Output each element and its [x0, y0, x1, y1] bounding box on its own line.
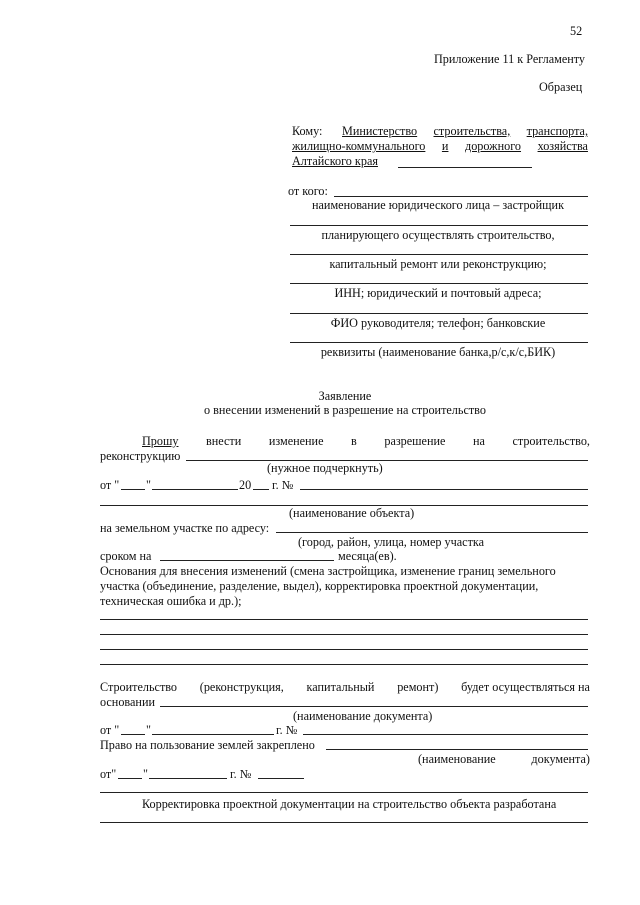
address-field[interactable] [276, 532, 588, 533]
land-extra-field[interactable] [100, 792, 588, 793]
to-line-2 [292, 139, 588, 154]
plot-label: на земельном участке по адресу: [100, 521, 270, 535]
to-line-3: Алтайского края [292, 154, 378, 168]
to-word: дорожного [465, 139, 522, 153]
from-line-4 [290, 283, 588, 284]
request-word: изменение [268, 434, 324, 448]
from-caption-4: ИНН; юридический и почтовый адреса; [334, 286, 542, 300]
date-from-label: от " [100, 478, 120, 492]
construction-day-field[interactable] [121, 734, 145, 735]
land-quote-close: " [143, 767, 148, 781]
request-word: разрешение [384, 434, 446, 448]
from-line-1 [334, 196, 588, 197]
term-label: сроком на [100, 549, 152, 563]
to-word: строительства, [433, 124, 511, 138]
number-field[interactable] [300, 489, 588, 490]
document-title: Заявление [318, 389, 372, 403]
land-number-label: г. № [230, 767, 252, 781]
page-number: 52 [570, 24, 583, 38]
construction-month-field[interactable] [152, 734, 274, 735]
request-word: Прошу [142, 434, 179, 448]
appendix-note: Приложение 11 к Регламенту [434, 52, 586, 66]
construction-quote-close: " [146, 723, 151, 737]
grounds-line-1: Основания для внесения изменений (смена застройщика, изменение границ земельного [100, 564, 556, 578]
request-word: в [351, 434, 357, 448]
from-line-5 [290, 313, 588, 314]
grounds-field-3[interactable] [100, 649, 588, 650]
number-label: г. № [272, 478, 294, 492]
construction-word: капитальный [306, 680, 375, 694]
request-line-2: реконструкцию [100, 449, 181, 463]
construction-word: ремонт) [397, 680, 439, 694]
from-caption-2: планирующего осуществлять строительство, [321, 228, 555, 242]
land-caption-word: документа) [531, 752, 590, 766]
date-year-prefix: 20 [239, 478, 252, 492]
land-day-field[interactable] [118, 778, 142, 779]
grounds-line-2: участка (объединение, разделение, выдел), корректировка проектной документации, [100, 579, 539, 593]
construction-number-field[interactable] [303, 734, 588, 735]
document-subtitle: о внесении изменений в разрешение на строительство [204, 403, 486, 417]
to-label: Кому: [292, 124, 323, 138]
from-caption-5: ФИО руководителя; телефон; банковские [330, 316, 546, 330]
land-number-field[interactable] [258, 778, 304, 779]
date-month-field[interactable] [152, 489, 238, 490]
from-line-3 [290, 254, 588, 255]
from-label: от кого: [288, 184, 328, 198]
construction-number-label: г. № [276, 723, 298, 737]
date-quote-close: " [146, 478, 151, 492]
date-day-field[interactable] [121, 489, 145, 490]
to-word: хозяйства [537, 139, 588, 153]
land-caption-word: (наименование [418, 752, 496, 766]
land-field[interactable] [326, 749, 588, 750]
land-month-field[interactable] [149, 778, 227, 779]
request-word: строительство, [512, 434, 590, 448]
from-line-6 [290, 342, 588, 343]
construction-line-1 [100, 680, 590, 695]
request-word: на [472, 434, 485, 448]
land-caption [418, 752, 590, 767]
to-word: и [441, 139, 449, 153]
construction-from-label: от " [100, 723, 120, 737]
grounds-line-3: техническая ошибка и др.); [100, 594, 242, 608]
from-caption-1: наименование юридического лица – застройщик [312, 198, 564, 212]
construction-line-2: основании [100, 695, 155, 709]
to-fill-line [398, 167, 532, 168]
correction-text: Корректировка проектной документации на строительство объекта разработана [142, 797, 557, 811]
correction-field[interactable] [100, 822, 588, 823]
date-year-field[interactable] [253, 489, 269, 490]
to-word: жилищно-коммунального [292, 139, 426, 153]
from-line-2 [290, 225, 588, 226]
request-line-1 [142, 434, 590, 449]
grounds-field-2[interactable] [100, 634, 588, 635]
term-suffix: месяца(ев). [338, 549, 397, 563]
request-note: (нужное подчеркнуть) [267, 461, 383, 475]
basis-caption: (наименование документа) [293, 709, 433, 723]
land-from-label: от" [100, 767, 117, 781]
construction-word: Строительство [100, 680, 178, 694]
land-label: Право на пользование землей закреплено [100, 738, 315, 752]
grounds-field-1[interactable] [100, 619, 588, 620]
from-caption-6: реквизиты (наименование банка,р/с,к/с,БИК) [320, 345, 556, 359]
basis-field[interactable] [160, 706, 588, 707]
sample-label: Образец [539, 80, 583, 94]
term-field[interactable] [160, 560, 334, 561]
to-word: Министерство [342, 124, 418, 138]
to-word: транспорта, [526, 124, 588, 138]
from-caption-3: капитальный ремонт или реконструкцию; [329, 257, 547, 271]
construction-word: будет осуществляться на [461, 680, 590, 694]
grounds-field-4[interactable] [100, 664, 588, 665]
request-fill-line [186, 460, 588, 461]
object-caption: (наименование объекта) [289, 506, 415, 520]
construction-word: (реконструкция, [199, 680, 284, 694]
to-line-1 [342, 124, 588, 139]
request-word: внести [206, 434, 242, 448]
address-caption: (город, район, улица, номер участка [298, 535, 485, 549]
